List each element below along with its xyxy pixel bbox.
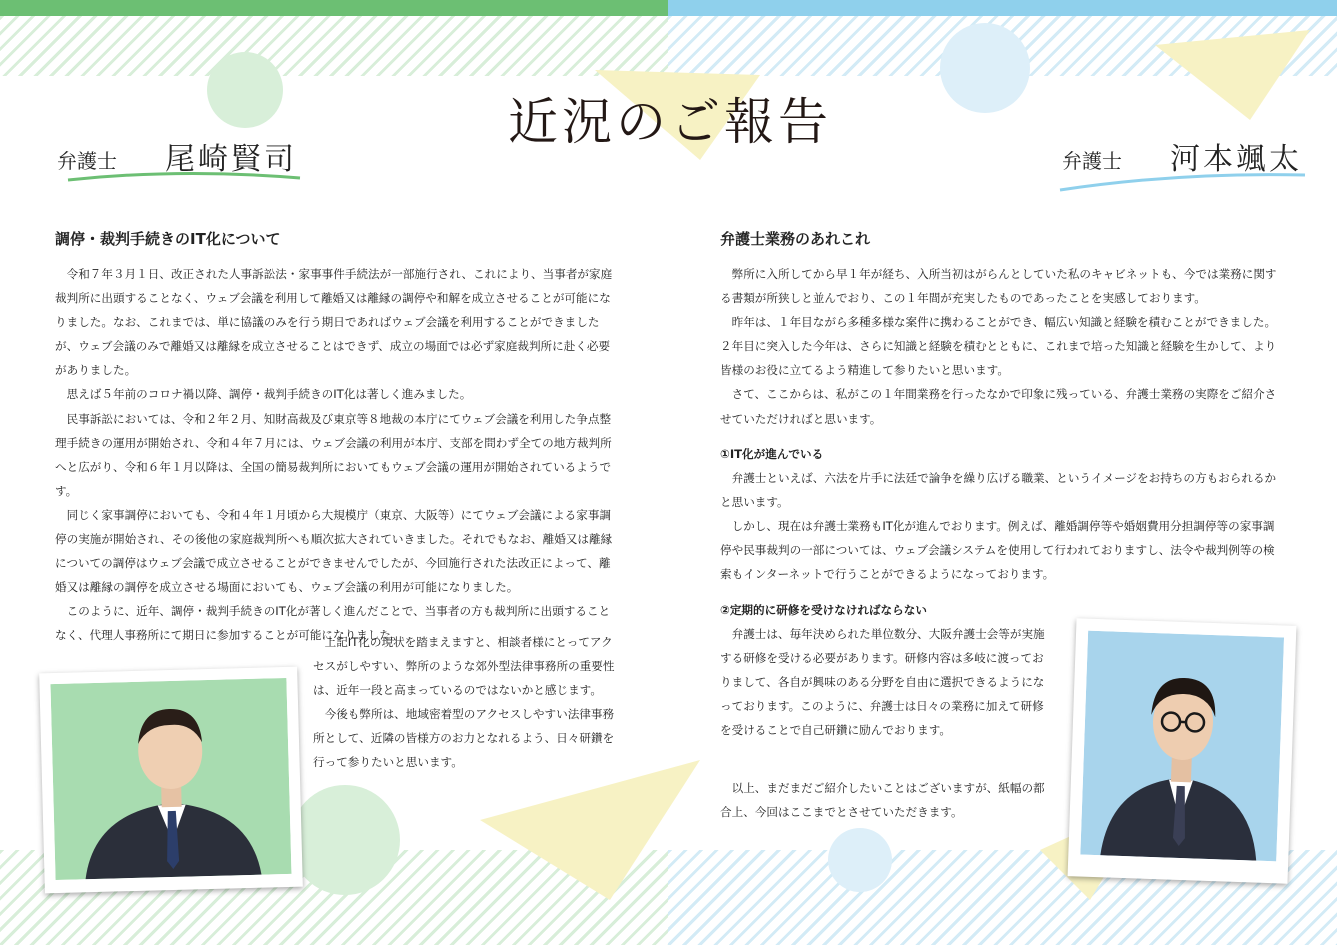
left-photo-frame [39,667,303,894]
left-role-label: 弁護士 [57,149,117,173]
left-portrait-photo [50,678,291,880]
right-heading: 弁護士業務のあれこれ [720,230,871,248]
right-intro-text: 弊所に入所してから早１年が経ち、入所当初はがらんとしていた私のキャビネットも、今では業務に関する書類が所狭しと並んでおり、この１年間が充実したものであったことを実感しております。 昨年は、１年目ながら多種多様な案件に携わることができ、幅広い知識と経験を積むことができました。２年目に突入した今年は、さらに知識と経験を積むとともに、これまで培った知識と経験を生かして、より皆様のお役に立てるよう精進して参りたいと思います。 さて、ここからは、私がこの１年間業務を行ったなかで印象に残っている、弁護士業務の実際をご紹介させていただければと思います。 [720,267,1277,426]
right-sub1-text: 弁護士といえば、六法を片手に法廷で論争を繰り広げる職業、というイメージをお持ちの方もおられるかと思います。 しかし、現在は弁護士業務もIT化が進んでおります。例えば、離婚調停等や婚姻費用分担調停等の家事調停や民事裁判の一部については、ウェブ会議システムを使用して行われておりますし、法令や裁判例等の検索もインターネットで行うことができるようになっております。 [720,471,1277,582]
right-role-label: 弁護士 [1062,149,1122,173]
left-body-text-bottom: 上記IT化の現状を踏まえますと、相談者様にとってアクセスがしやすい、弊所のような郊外型法律事務所の重要性は、近年一段と高まっているのではないかと感じます。 今後も弊所は、地域密着型のアクセスしやすい法律事務所として、近隣の皆様方のお力となれるよう、日々研鑽を行って参りたいと思います。 [313,635,615,770]
right-subheading-1: ①IT化が進んでいる [720,447,824,461]
right-photo-frame [1068,618,1297,884]
right-closing-text: 以上、まだまだご紹介したいことはございますが、紙幅の都合上、今回はここまでとさせていただきます。 [720,781,1045,820]
deco-circle-blue-bottom [828,828,892,892]
deco-circle-blue-top [940,23,1030,113]
left-heading: 調停・裁判手続きのIT化について [55,230,281,248]
left-body-text: 令和７年３月１日、改正された人事訴訟法・家事事件手続法が一部施行され、これにより、当事者が家庭裁判所に出頭することなく、ウェブ会議を利用して離婚又は離縁の調停や和解を成立させることが可能になりました。なお、これまでは、単に協議のみを行う期日であればウェブ会議を利用することができましたが、ウェブ会議のみで離婚又は離縁を成立させることはできず、成立の場面では必ず家庭裁判所に赴く必要がありました。 思えば５年前のコロナ禍以降、調停・裁判手続きのIT化は著しく進みました。 民事訴訟においては、令和２年２月、知財高裁及び東京等８地裁の本庁にてウェブ会議を利用した争点整理手続きの運用が開始され、令和４年７月には、ウェブ会議の利用が本庁、支部を問わず全ての地方裁判所へと広がり、令和６年１月以降は、全国の簡易裁判所においてもウェブ会議の運用が開始されているようです。 同じく家事調停においても、令和４年１月頃から大規模庁（東京、大阪等）にてウェブ会議による家事調停の実施が開始され、その後他の家庭裁判所へも順次拡大されていきました。それでもなお、離婚又は離縁についての調停はウェブ会議で成立させることができませんでしたが、今回施行された法改正によって、離婚又は離縁の調停を成立させる場面においても、ウェブ会議の利用が可能になりました。 このように、近年、調停・裁判手続きのIT化が著しく進んだことで、当事者の方も裁判所に出頭することなく、代理人事務所にて期日に参加することが可能になりました。 [55,267,613,643]
deco-circle-green-bottom [290,785,400,895]
right-subheading-2: ②定期的に研修を受けなければならない [720,603,927,617]
deco-triangle-yellow-bottom [480,760,700,900]
left-author-name: 尾崎賢司 [165,142,297,177]
right-sub2-text: 弁護士は、毎年決められた単位数分、大阪弁護士会等が実施する研修を受ける必要があります。研修内容は多岐に渡っておりまして、各自が興味のある分野を自由に選択できるようになっております。このように、弁護士は日々の業務に加えて研修を受けることで自己研鑽に励んでおります。 [720,627,1045,738]
deco-triangle-yellow-top-right [1155,30,1310,120]
page-title: 近況のご報告 [508,93,832,151]
deco-circle-green-top [207,52,283,128]
right-portrait-photo [1080,631,1284,862]
right-author-name: 河本颯太 [1170,142,1302,177]
